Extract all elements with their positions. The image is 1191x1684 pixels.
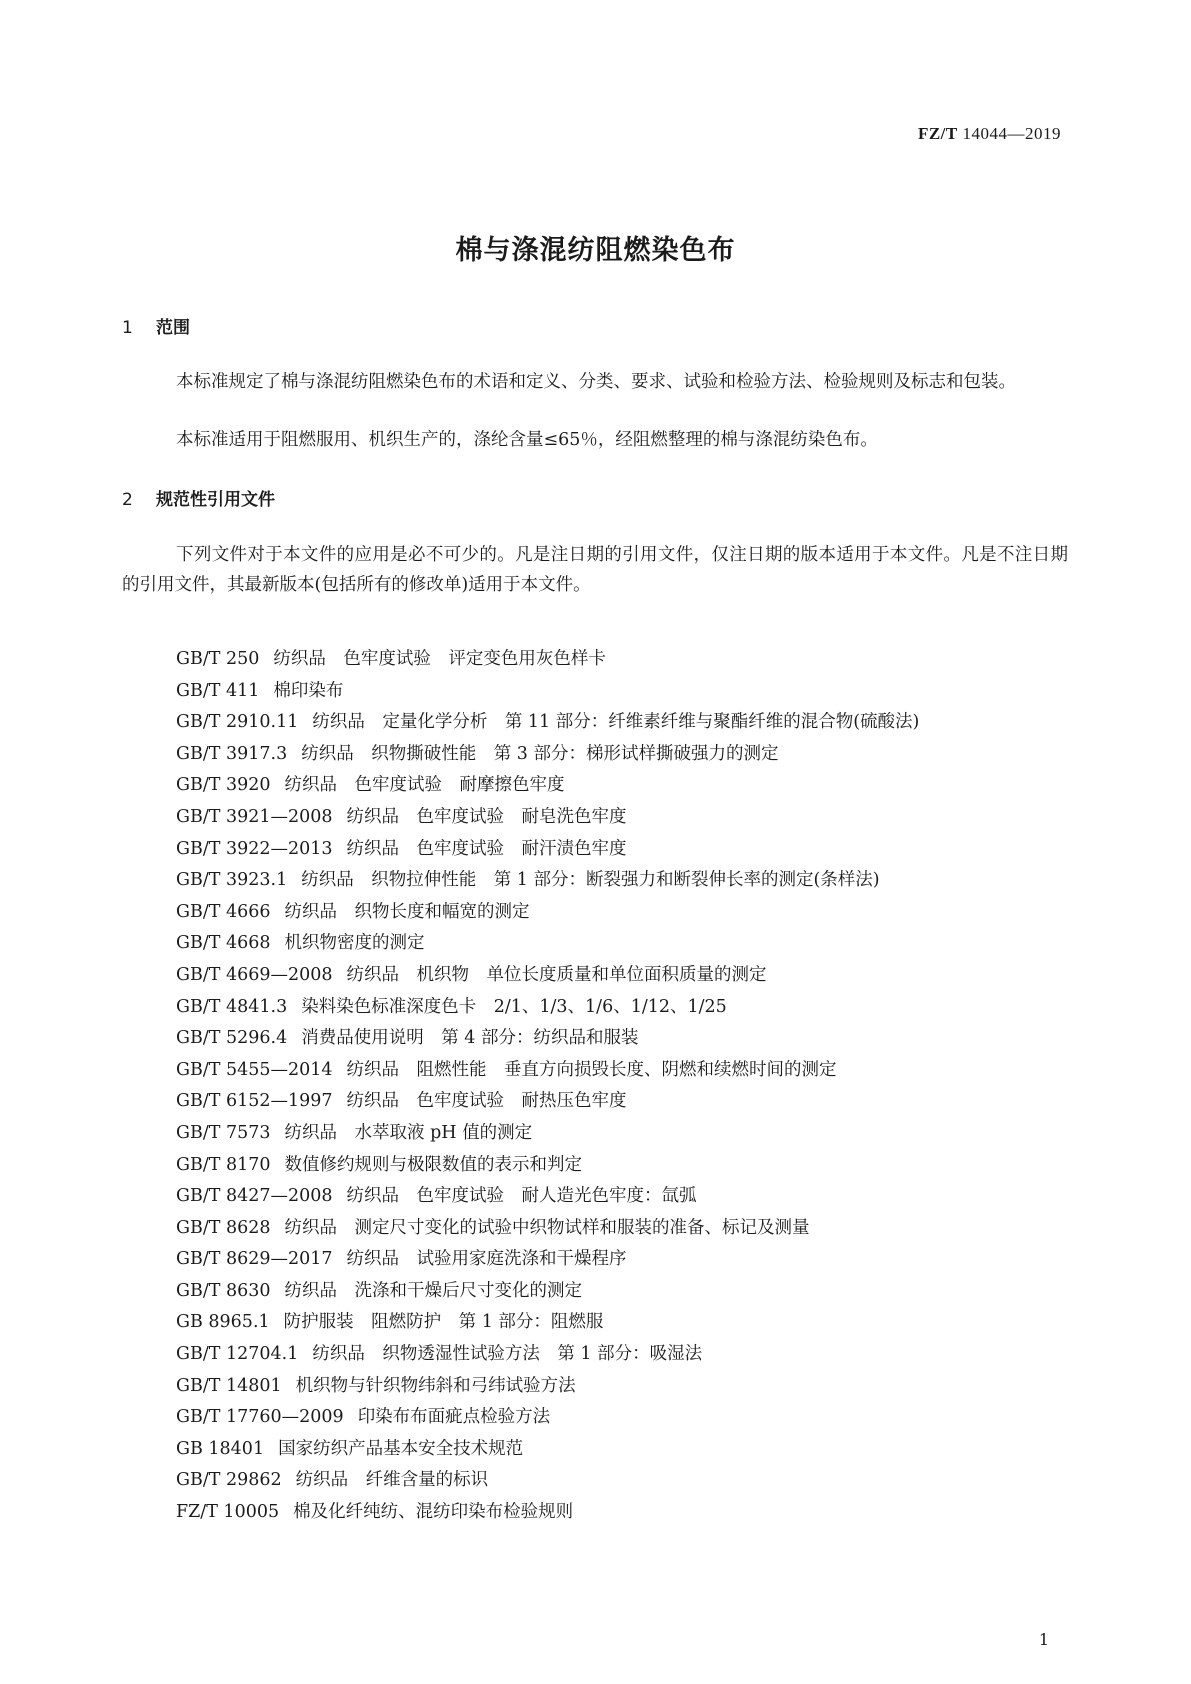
reference-item: [176, 1402, 1076, 1434]
reference-code: GB/T 29862: [176, 1470, 282, 1491]
reference-item: [176, 1276, 1076, 1308]
reference-item: [176, 1339, 1076, 1371]
reference-item: [176, 644, 1076, 676]
reference-code: GB/T 8630: [176, 1280, 271, 1301]
reference-title: 纺织品 织物拉伸性能 第 1 部分：断裂强力和断裂伸长率的测定(条样法): [301, 870, 880, 891]
reference-code: GB/T 8170: [176, 1154, 271, 1175]
reference-title: 纺织品 阻燃性能 垂直方向损毁长度、阴燃和续燃时间的测定: [346, 1059, 837, 1080]
reference-code: GB/T 3920: [176, 775, 271, 796]
document-title: 棉与涤混纺阻燃染色布: [455, 235, 736, 266]
reference-code: GB/T 250: [176, 649, 260, 669]
reference-title: 机织物密度的测定: [284, 933, 425, 954]
reference-code: GB/T 3917.3: [176, 743, 288, 764]
reference-title: 消费品使用说明 第 4 部分：纺织品和服装: [301, 1028, 639, 1049]
reference-title: 纺织品 色牢度试验 耐人造光色牢度：氙弧: [346, 1186, 697, 1207]
reference-code: GB/T 4668: [176, 933, 271, 954]
reference-item: [176, 1497, 1076, 1529]
reference-title: 机织物与针织物纬斜和弓纬试验方法: [295, 1375, 576, 1396]
reference-code: GB/T 4669—2008: [176, 964, 333, 985]
section-title: 规范性引用文件: [156, 490, 275, 510]
reference-code: GB/T 4841.3: [176, 996, 288, 1017]
reference-code: GB/T 4666: [176, 901, 271, 922]
reference-title: 纺织品 色牢度试验 耐汗渍色牢度: [346, 838, 627, 859]
reference-code: GB/T 2910.11: [176, 712, 299, 733]
reference-item: [176, 1150, 1076, 1182]
reference-code: GB/T 14801: [176, 1375, 282, 1396]
reference-item: [176, 1213, 1076, 1245]
reference-title: 纺织品 色牢度试验 评定变色用灰色样卡: [273, 649, 606, 669]
reference-code: GB/T 17760—2009: [176, 1407, 344, 1428]
reference-title: 纺织品 洗涤和干燥后尺寸变化的测定: [284, 1280, 583, 1301]
reference-item: [176, 1086, 1076, 1118]
reference-item: [176, 1371, 1076, 1403]
standard-code-prefix: FZ/T: [917, 124, 958, 143]
scope-paragraph-2: 本标准适用于阻燃服用、机织生产的，涤纶含量≤65％，经阻燃整理的棉与涤混纺染色布。: [176, 430, 878, 450]
standard-code-number: 14044—2019: [962, 124, 1061, 143]
reference-title: 纺织品 测定尺寸变化的试验中织物试样和服装的准备、标记及测量: [284, 1217, 810, 1238]
reference-title: 数值修约规则与极限数值的表示和判定: [284, 1154, 583, 1175]
reference-item: [176, 770, 1076, 802]
reference-item: [176, 1307, 1076, 1339]
reference-title: 纺织品 机织物 单位长度质量和单位面积质量的测定: [346, 964, 767, 985]
reference-title: 染料染色标准深度色卡 2/1、1/3、1/6、1/12、1/25: [301, 996, 727, 1017]
reference-title: 棉印染布: [273, 680, 344, 701]
reference-title: 纺织品 织物长度和幅宽的测定: [284, 901, 530, 922]
reference-code: GB/T 6152—1997: [176, 1091, 333, 1112]
reference-item: [176, 1244, 1076, 1276]
reference-code: GB/T 411: [176, 680, 260, 701]
reference-code: GB/T 5296.4: [176, 1028, 288, 1049]
reference-title: 印染布布面疵点检验方法: [357, 1407, 551, 1428]
reference-item: [176, 676, 1076, 708]
section-number: 2: [122, 490, 133, 510]
reference-code: GB/T 8427—2008: [176, 1186, 333, 1207]
reference-code: GB/T 8629—2017: [176, 1249, 333, 1270]
reference-item: [176, 802, 1076, 834]
reference-code: GB/T 3921—2008: [176, 806, 333, 827]
reference-title: 纺织品 定量化学分析 第 11 部分：纤维素纤维与聚酯纤维的混合物(硫酸法): [312, 712, 920, 733]
reference-item: [176, 1465, 1076, 1497]
reference-item: [176, 1434, 1076, 1466]
section-title: 范围: [156, 318, 190, 338]
scope-paragraph-1: 本标准规定了棉与涤混纺阻燃染色布的术语和定义、分类、要求、试验和检验方法、检验规则及标志和包装。: [176, 372, 1016, 392]
reference-code: GB/T 3923.1: [176, 870, 288, 891]
reference-code: GB 8965.1: [176, 1312, 270, 1333]
reference-item: [176, 992, 1076, 1024]
reference-code: GB/T 8628: [176, 1217, 271, 1238]
reference-code: GB/T 3922—2013: [176, 838, 333, 859]
reference-item: [176, 1023, 1076, 1055]
reference-title: 纺织品 色牢度试验 耐摩擦色牢度: [284, 775, 565, 796]
reference-title: 纺织品 织物透湿性试验方法 第 1 部分：吸湿法: [312, 1344, 703, 1365]
reference-item: [176, 1118, 1076, 1150]
standard-code: [918, 124, 1061, 144]
reference-code: GB 18401: [176, 1438, 265, 1459]
reference-title: 国家纺织产品基本安全技术规范: [278, 1438, 524, 1459]
reference-title: 防护服装 阻燃防护 第 1 部分：阻燃服: [283, 1312, 604, 1333]
section-heading-scope: [122, 313, 190, 338]
reference-item: [176, 707, 1076, 739]
reference-item: [176, 960, 1076, 992]
reference-title: 纺织品 织物撕破性能 第 3 部分：梯形试样撕破强力的测定: [301, 743, 779, 764]
reference-title: 纺织品 试验用家庭洗涤和干燥程序: [346, 1249, 627, 1270]
reference-code: GB/T 12704.1: [176, 1344, 299, 1365]
reference-title: 纺织品 色牢度试验 耐热压色牢度: [346, 1091, 627, 1112]
reference-item: [176, 1181, 1076, 1213]
reference-item: [176, 897, 1076, 929]
reference-title: 纺织品 纤维含量的标识: [295, 1470, 489, 1491]
section-heading-normative-references: [122, 485, 275, 510]
reference-list: [176, 644, 1076, 1529]
reference-code: GB/T 7573: [176, 1122, 271, 1143]
reference-item: [176, 865, 1076, 897]
reference-title: 纺织品 色牢度试验 耐皂洗色牢度: [346, 806, 627, 827]
section-number: 1: [122, 318, 133, 338]
reference-item: [176, 834, 1076, 866]
reference-item: [176, 1055, 1076, 1087]
reference-item: [176, 928, 1076, 960]
reference-code: FZ/T 10005: [176, 1502, 280, 1523]
reference-title: 棉及化纤纯纺、混纺印染布检验规则: [293, 1502, 574, 1523]
reference-code: GB/T 5455—2014: [176, 1059, 333, 1080]
page-number: 1: [1038, 1630, 1049, 1649]
references-intro-paragraph: 下列文件对于本文件的应用是必不可少的。凡是注日期的引用文件，仅注日期的版本适用于本文件。凡是不注日期的引用文件，其最新版本(包括所有的修改单)适用于本文件。: [122, 545, 1068, 595]
reference-title: 纺织品 水萃取液 pH 值的测定: [284, 1122, 533, 1143]
reference-item: [176, 739, 1076, 771]
